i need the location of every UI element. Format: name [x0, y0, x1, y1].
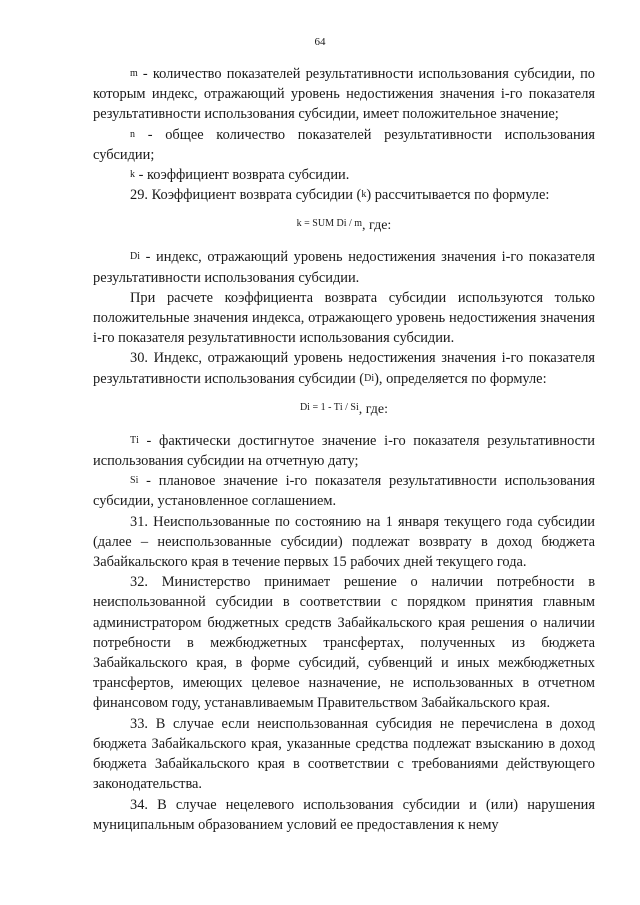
definition-m: m - количество показателей результативности использования субсидии, по которым индекс, отражающий уровень недостижения значения i-го показателя результативности использования субсидии, имеет положительное значение; [93, 66, 595, 123]
paragraph-31: 31. Неиспользованные по состоянию на 1 января текущего года субсидии (далее – неиспользованные субсидии) подлежат возврату в доход бюджета Забайкальского края в течение первых 15 рабочих дней текущего года. [93, 513, 595, 571]
paragraph-30: 30. Индекс, отражающий уровень недостижения значения i-го показателя результативности использования субсидии $(D_i)$, определяется по формуле: [93, 350, 595, 387]
document-body [93, 64, 595, 835]
definition-d: $D_i$ - индекс, отражающий уровень недостижения значения i-го показателя результативности использования субсидии. [93, 249, 595, 286]
definition-s: $S_i$ - плановое значение i-го показателя результативности использования субсидии, установленное соглашением. [93, 473, 595, 510]
paragraph-calculation-note: При расчете коэффициента возврата субсидии используются только положительные значения индекса, отражающего уровень недостижения значения i-го показателя результативности использования субсидии. [93, 289, 595, 347]
paragraph-33: 33. В случае если неиспользованная субсидия не перечислена в доход бюджета Забайкальского края, указанные средства подлежат взысканию в доход бюджета Забайкальского края в соответствии с требованиями действующего законодательства. [93, 715, 595, 793]
symbol-k: k [130, 169, 135, 181]
paragraph-29: 29. Коэффициент возврата субсидии (k) рассчитывается по формуле: [130, 187, 550, 204]
definition-k: k - коэффициент возврата субсидии. [130, 167, 350, 184]
definition-n: n - общее количество показателей результативности использования субсидии; [93, 126, 595, 163]
paragraph-34: 34. В случае нецелевого использования субсидии и (или) нарушения муниципальным образованием условий ее предоставления к нему [93, 796, 595, 833]
formula-index: $^D_i$ $^{= 1 - T}_i$ $^{/ S}_i$, где: [299, 401, 389, 417]
definition-t: $T_i$ - фактически достигнутое значение i-го показателя результативности использования субсидии на отчетную дату; [93, 432, 595, 470]
page-number: 64 [314, 36, 326, 48]
symbol-m: m [130, 68, 138, 79]
formula-return-coefficient: $^{k = SUM D}_i$ $^{/ m}$, где: [296, 218, 392, 234]
symbol-n: n [130, 128, 135, 140]
paragraph-32: 32. Министерство принимает решение о наличии потребности в неиспользованной субсидии в соответствии с порядком принятия главным администратором бюджетных средств Забайкальского края решения о наличии потребности в межбюджетных трансфертах, полученных из бюджета Забайкальского края, в форме субсидий, субвенций и иных межбюджетных трансфертов, имеющих целевое назначение, не использованных в отчетном финансовом году, устанавливаемым Правительством Забайкальского края. [93, 574, 595, 712]
